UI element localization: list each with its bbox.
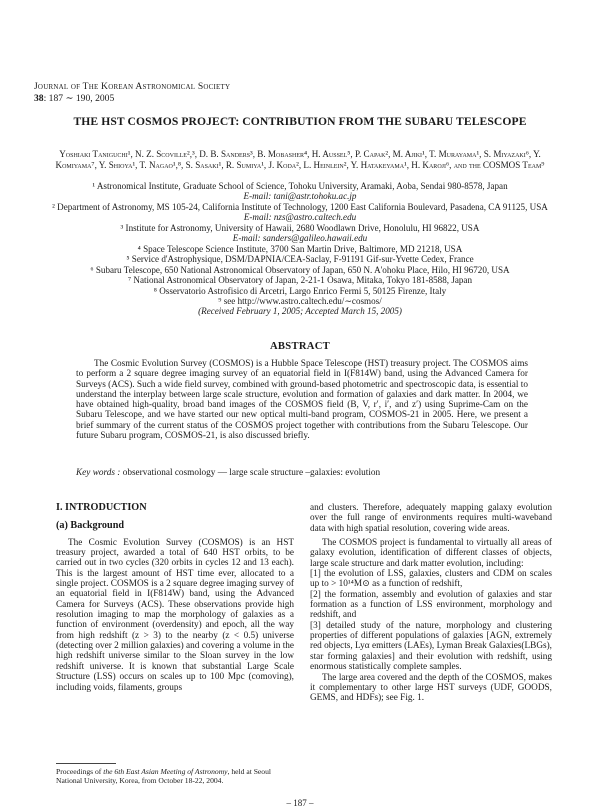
received-accepted-dates: (Received February 1, 2005; Accepted March 15, 2005) <box>198 306 402 317</box>
affiliation-3: ³ Institute for Astronomy, University of Hawaii, 2680 Woodlawn Drive, Honolulu, HI 96822, USA <box>120 222 480 233</box>
page-number: – 187 – <box>286 798 314 808</box>
affiliation-5: ⁵ Service d'Astrophysique, DSM/DAPNIA/CEA-Saclay, F-91191 Gif-sur-Yvette Cedex, France <box>126 254 474 265</box>
abstract-text: The Cosmic Evolution Survey (COSMOS) is a Hubble Space Telescope (HST) treasury project. The COSMOS aims to perform a 2 square degree imaging survey of an equatorial field in I(F814W) band, using the Advanced Camera for Surveys (ACS). Such a wide field survey, combined with ground-based photometric and spectroscopic data, is essential to understand the interplay between large scale structure, evolution and formation of galaxies and dark matter. In 2004, we have obtained high-quality, broad band images of the COSMOS field (B, V, r′, i′, and z′) using Suprime-Cam on the Subaru Telescope, and we have started our new optical multi-band program, COSMOS-21 in 2005. Here, we present a brief summary of the current status of the COSMOS project together with contributions from the Subaru Telescope. Our future Subaru program, COSMOS-21, is also discussed briefly. <box>76 359 528 442</box>
keywords <box>76 468 528 478</box>
subsection-heading-background: (a) Background <box>56 520 125 532</box>
affiliation-3-email: E-mail: sanders@galileo.hawaii.edu <box>232 233 368 244</box>
left-column <box>56 503 294 693</box>
affiliation-2: ² Department of Astronomy, MS 105-24, California Institute of Technology, 1200 East California Boulevard, Pasadena, CA 91125, USA <box>52 201 548 212</box>
affiliation-4: ⁴ Space Telescope Science Institute, 3700 San Martin Drive, Baltimore, MD 21218, USA <box>137 243 463 254</box>
right-paragraph-1: The COSMOS project is fundamental to virtually all areas of galaxy evolution, identification of different classes of objects, large scale structure and dark matter evolution, including: <box>310 538 552 569</box>
right-paragraph-2: The large area covered and the depth of the COSMOS, makes it complementary to other large HST surveys (UDF, GOODS, GEMS, and HDFs); see Fig. 1. <box>310 672 552 704</box>
affiliation-2-email: E-mail: nzs@astro.caltech.edu <box>243 212 357 223</box>
keywords-label: Key words : <box>76 468 121 478</box>
footnote-pre: Proceedings of <box>56 767 104 776</box>
section-heading-introduction: I. INTRODUCTION <box>56 502 147 513</box>
list-item-3: [3] detailed study of the nature, morphology and clustering properties of different populations of galaxies [AGN, extremely red objects, Lyα emitters (LAEs), Lyman Break Galaxies(LBGs), star forming galaxies] and their evolution with redshift, using enormous statistically complete samples. <box>310 620 552 673</box>
affiliation-6: ⁶ Subaru Telescope, 650 National Astronomical Observatory of Japan, 650 N. A'ohoku Place, Hilo, HI 96720, USA <box>90 264 510 275</box>
footnote-meeting: the 6th East Asian Meeting of Astronomy <box>103 767 228 776</box>
affiliation-7: ⁷ National Astronomical Observatory of Japan, 2-21-1 Osawa, Mitaka, Tokyo 181-8588, Japan <box>127 275 473 286</box>
list-item-1: [1] the evolution of LSS, galaxies, clusters and CDM on scales up to > 10¹⁴M⊙ as a function of redshift, <box>310 569 552 590</box>
affiliation-1: ¹ Astronomical Institute, Graduate School of Science, Tohoku University, Aramaki, Aoba, Sendai 980-8578, Japan <box>92 181 508 191</box>
right-paragraph-continued: and clusters. Therefore, adequately mapping galaxy evolution over the full range of environments requires multi-waveband data with high spatial resolution, covering wide areas. <box>310 503 552 534</box>
journal-pages: : 187 ∼ 190, 2005 <box>43 92 115 104</box>
footnote-rule <box>56 763 116 764</box>
affiliation-1-email: E-mail: tani@astr.tohoku.ac.jp <box>243 191 357 202</box>
right-column <box>310 503 552 704</box>
keywords-text: observational cosmology — large scale structure –galaxies: evolution <box>120 468 381 478</box>
journal-citation <box>34 93 230 105</box>
footnote <box>56 767 296 785</box>
footnote-post: , held at Seoul National University, Korea, from October 18-22, 2004. <box>56 767 272 785</box>
affiliation-9: ⁹ see http://www.astro.caltech.edu/∼cosmos/ <box>218 295 382 306</box>
author-list: Yoshiaki Taniguchi¹, N. Z. Scoville²,³, D. B. Sanders³, B. Mobasher⁴, H. Aussel⁵, P. Capak², M. Ajiki¹, T. Murayama¹, S. Miyazaki⁶, Y. Komiyama⁷, Y. Shioya¹, T. Nagao¹,⁸, S. Sasaki¹, R. Sumiya¹, J. Koda², L. Heinlein², Y. Hatakeyama¹, H. Karoji⁶, and the COSMOS Team⁹ <box>55 149 545 170</box>
affiliation-8: ⁸ Osservatorio Astrofisico di Arcetri, Largo Enrico Fermi 5, 50125 Firenze, Italy <box>153 285 447 296</box>
journal-volume: 38 <box>34 92 44 104</box>
list-item-2: [2] the formation, assembly and evolution of galaxies and star formation as a function of LSS environment, morphology and redshift, and <box>310 589 552 621</box>
journal-name: Journal of The Korean Astronomical Society <box>34 81 231 92</box>
affiliations <box>32 181 568 317</box>
intro-paragraph-1: The Cosmic Evolution Survey (COSMOS) is an HST treasury project, awarded a total of 640 HST orbits, to be carried out in two cycles (320 orbits in cycles 12 and 13 each). This is the largest amount of HST time ever, allocated to a single project. COSMOS is a 2 square degree imaging survey of an equatorial field in I(F814W) band, using the Advanced Camera for Surveys (ACS). These observations provide high resolution imaging to map the morphology of galaxies as a function of environment (overdensity) and epoch, all the way from high redshift (z > 3) to the nearby (z < 0.5) universe (detecting over 2 million galaxies) and covering a volume in the high redshift universe similar to the Sloan survey in the low redshift universe. It is known that substantial Large Scale Structure (LSS) occurs on scales up to 100 Mpc (comoving), including voids, filaments, groups <box>56 537 294 693</box>
paper-title: THE HST COSMOS PROJECT: CONTRIBUTION FROM THE SUBARU TELESCOPE <box>73 115 527 128</box>
journal-header <box>34 81 230 104</box>
abstract-heading: ABSTRACT <box>269 341 331 352</box>
